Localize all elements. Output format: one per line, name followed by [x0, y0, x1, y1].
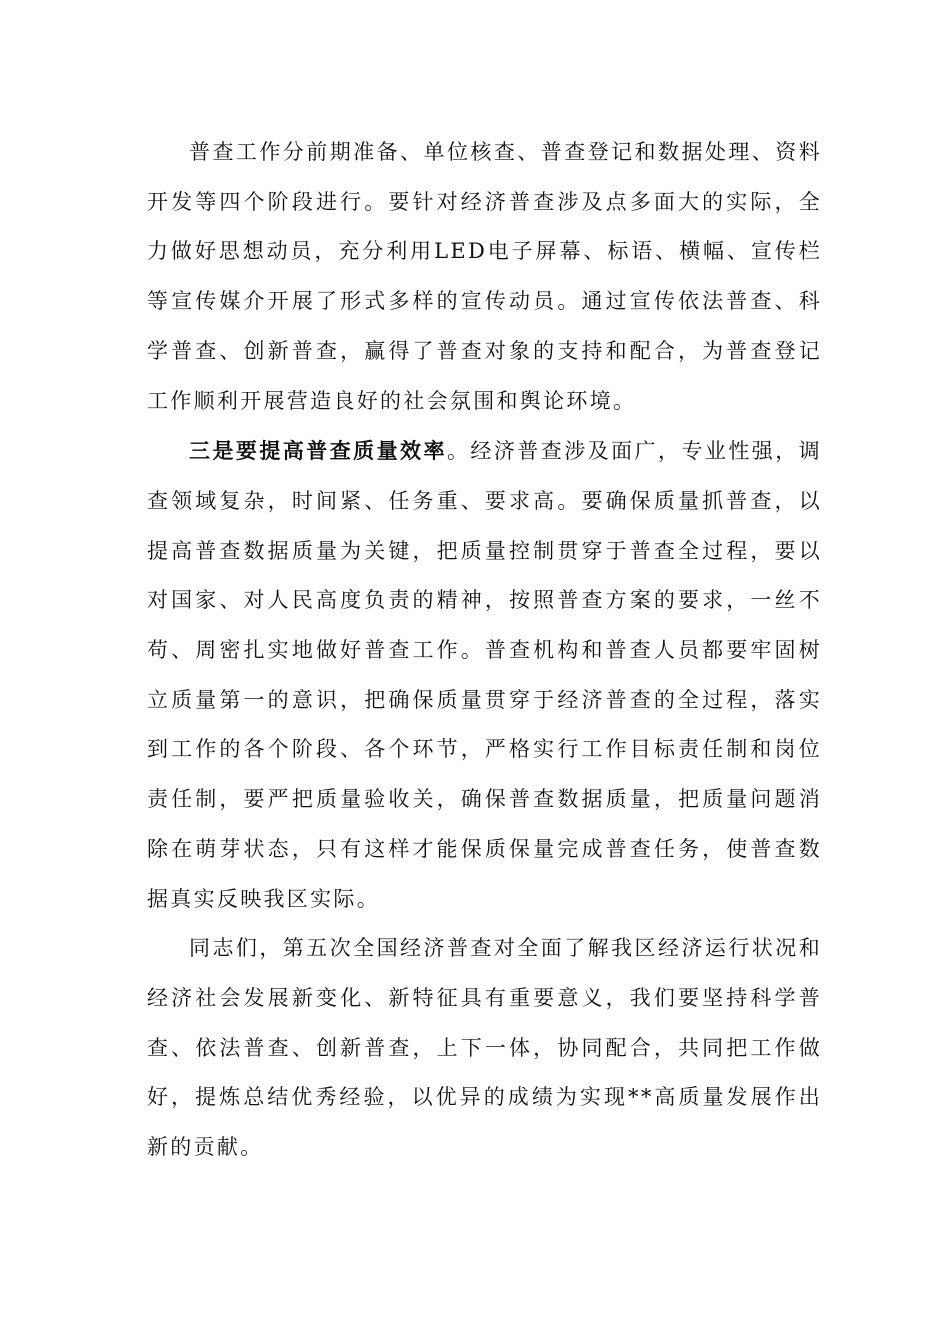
- paragraph-quality: [147, 426, 822, 924]
- document-body: [147, 128, 822, 1173]
- paragraph-closing: [147, 924, 822, 1173]
- paragraph-quality-text: 。经济普查涉及面广，专业性强，调查领域复杂，时间紧、任务重、要求高。要确保质量抓普查，以提高普查数据质量为关键，把质量控制贯穿于普查全过程，要以对国家、对人民高度负责的精神，按照普查方案的要求，一丝不苟、周密扎实地做好普查工作。普查机构和普查人员都要牢固树立质量第一的意识，把确保质量贯穿于经济普查的全过程，落实到工作的各个阶段、各个环节，严格实行工作目标责任制和岗位责任制，要严把质量验收关，确保普查数据质量，把质量问题消除在萌芽状态，只有这样才能保质保量完成普查任务，使普查数据真实反映我区实际。: [147, 439, 822, 911]
- paragraph-stages-text: 普查工作分前期准备、单位核查、普查登记和数据处理、资料开发等四个阶段进行。要针对经济普查涉及点多面大的实际，全力做好思想动员，充分利用LED电子屏幕、标语、横幅、宣传栏等宣传媒介开展了形式多样的宣传动员。通过宣传依法普查、科学普查、创新普查，赢得了普查对象的支持和配合，为普查登记工作顺利开展营造良好的社会氛围和舆论环境。: [147, 140, 822, 413]
- paragraph-closing-text: 同志们，第五次全国经济普查对全面了解我区经济运行状况和经济社会发展新变化、新特征具有重要意义，我们要坚持科学普查、依法普查、创新普查，上下一体，协同配合，共同把工作做好，提炼总结优秀经验，以优异的成绩为实现**高质量发展作出新的贡献。: [147, 936, 822, 1160]
- paragraph-stages: [147, 128, 822, 426]
- paragraph-quality-heading: 三是要提高普查质量效率: [189, 438, 447, 464]
